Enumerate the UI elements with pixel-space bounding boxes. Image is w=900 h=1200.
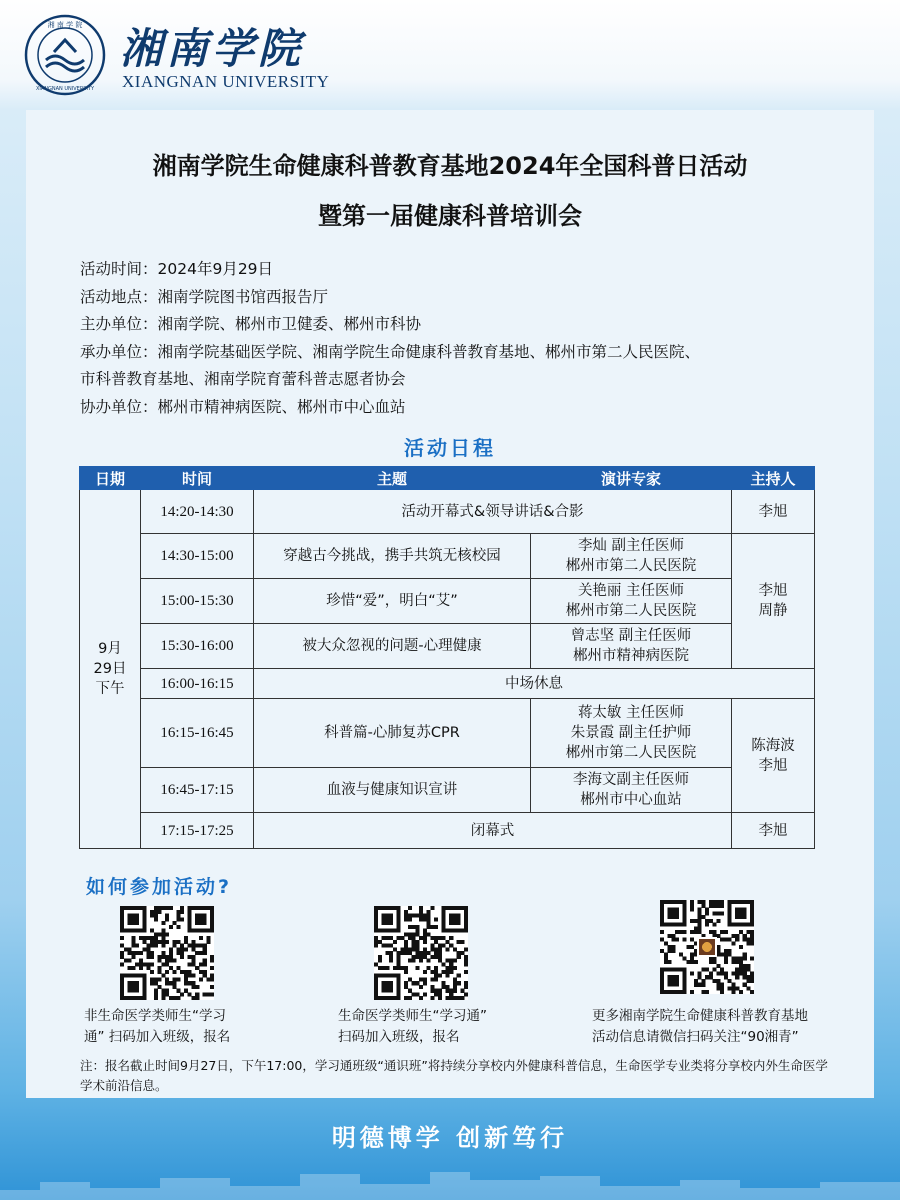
- speaker-line: 曾志坚 副主任医师: [570, 628, 692, 644]
- info-row: [80, 339, 700, 367]
- table-row: [80, 490, 815, 534]
- time-cell: 14:20-14:30: [141, 490, 254, 534]
- university-name-en: XIANGNAN UNIVERSITY: [122, 72, 330, 91]
- event-title-line1: 湘南学院生命健康科普教育基地2024年全国科普日活动: [152, 152, 748, 180]
- campus-skyline-decoration: [0, 1160, 900, 1200]
- table-row: [80, 579, 815, 624]
- qr-code-xuexitong-general[interactable]: [120, 906, 214, 1000]
- speaker-line: 郴州市第二人民医院: [565, 558, 697, 574]
- date-line: 下午: [95, 681, 125, 697]
- qr-caption-wechat: [592, 1006, 808, 1048]
- svg-text:湘 南 学 院: 湘 南 学 院: [47, 21, 83, 29]
- column-header-topic: 主题: [254, 467, 531, 490]
- info-label: 活动时间：: [80, 260, 158, 278]
- host-name: 周静: [758, 603, 788, 619]
- time-cell: 15:30-16:00: [141, 624, 254, 669]
- host-name: 李旭: [758, 822, 788, 839]
- university-name-cn: 湘南学院: [120, 24, 305, 73]
- topic-cell: 中场休息: [254, 669, 815, 699]
- column-header-time: 时间: [141, 467, 254, 490]
- event-info: [80, 256, 700, 421]
- time-cell: 16:00-16:15: [141, 669, 254, 699]
- how-to-join-title: 如何参加活动?: [86, 876, 233, 898]
- speaker-cell: [531, 579, 732, 624]
- table-row: [80, 669, 815, 699]
- speaker-line: 关艳丽 主任医师: [577, 583, 685, 599]
- time-cell: 16:45-17:15: [141, 768, 254, 813]
- info-row: [80, 394, 700, 422]
- info-row: [80, 366, 700, 394]
- table-row: [80, 813, 815, 849]
- info-label: 承办单位：: [80, 342, 158, 361]
- school-motto: 明德博学 创新笃行: [331, 1123, 569, 1152]
- date-line: 9月: [98, 641, 122, 657]
- topic-cell: 血液与健康知识宣讲: [254, 768, 531, 813]
- info-row: [80, 256, 700, 284]
- event-title-line2: 暨第一届健康科普培训会: [318, 202, 582, 230]
- table-header-row: [80, 467, 815, 490]
- info-value: 湘南学院、郴州市卫健委、郴州市科协: [157, 315, 422, 333]
- info-label: 协办单位：: [80, 397, 158, 416]
- content-panel: [26, 110, 874, 1098]
- caption-line: 扫码加入班级，报名: [338, 1029, 460, 1045]
- caption-line: 非生命医学类师生“学习: [84, 1008, 226, 1024]
- host-name: 李旭: [758, 757, 788, 774]
- host-name: 李旭: [758, 503, 788, 520]
- qr-code-xuexitong-medical[interactable]: [374, 906, 468, 1000]
- info-value: 湘南学院图书馆西报告厅: [157, 287, 329, 306]
- schedule-table: [79, 466, 815, 849]
- topic-cell: 活动开幕式&领导讲话&合影: [254, 490, 732, 534]
- schedule-title: 活动日程: [404, 436, 496, 460]
- time-cell: 15:00-15:30: [141, 579, 254, 624]
- table-row: [80, 768, 815, 813]
- topic-cell: 被大众忽视的问题-心理健康: [254, 624, 531, 669]
- speaker-cell: [531, 768, 732, 813]
- caption-line: 活动信息请微信扫码关注“90湘青”: [592, 1029, 799, 1045]
- host-cell: [732, 534, 815, 669]
- info-row: [80, 284, 700, 312]
- speaker-cell: [531, 534, 732, 579]
- topic-cell: 珍惜“爱”，明白“艾”: [254, 579, 531, 624]
- host-name: 陈海波: [751, 737, 795, 754]
- topic-cell: 闭幕式: [254, 813, 732, 849]
- qr-code-wechat-90xiangqing[interactable]: [660, 900, 754, 994]
- caption-line: 更多湘南学院生命健康科普教育基地: [592, 1008, 808, 1024]
- info-label: 活动地点：: [80, 287, 158, 306]
- info-value: 2024年9月29日: [157, 260, 274, 278]
- time-cell: 17:15-17:25: [141, 813, 254, 849]
- date-line: 29日: [93, 661, 127, 677]
- speaker-line: 郴州市精神病医院: [573, 648, 689, 664]
- table-row: [80, 534, 815, 579]
- university-seal-logo: [24, 14, 106, 96]
- column-header-date: 日期: [80, 467, 141, 490]
- qr-caption-medical: [338, 1006, 487, 1048]
- host-cell: [732, 813, 815, 849]
- date-cell: [80, 490, 141, 849]
- speaker-cell: [531, 624, 732, 669]
- speaker-line: 郴州市第二人民医院: [565, 603, 697, 619]
- speaker-line: 郴州市第二人民医院: [565, 745, 697, 761]
- info-value: 市科普教育基地、湘南学院育蕾科普志愿者协会: [80, 370, 406, 388]
- svg-text:XIANGNAN UNIVERSITY: XIANGNAN UNIVERSITY: [35, 86, 95, 92]
- speaker-line: 李海文副主任医师: [573, 772, 689, 788]
- header: [24, 12, 444, 92]
- caption-line: 生命医学类师生“学习通”: [338, 1008, 487, 1024]
- speaker-line: 蒋太敏 主任医师: [577, 705, 685, 721]
- column-header-speaker: 演讲专家: [531, 467, 732, 490]
- speaker-line: 李灿 副主任医师: [577, 538, 685, 554]
- host-cell: [732, 699, 815, 813]
- topic-cell: 科普篇-心肺复苏CPR: [254, 699, 531, 768]
- host-cell: [732, 490, 815, 534]
- table-row: [80, 624, 815, 669]
- speaker-cell: [531, 699, 732, 768]
- column-header-host: 主持人: [732, 467, 815, 490]
- speaker-line: 朱景霞 副主任护师: [570, 725, 692, 741]
- info-row: [80, 311, 700, 339]
- info-label: 主办单位：: [80, 315, 158, 333]
- topic-cell: 穿越古今挑战，携手共筑无核校园: [254, 534, 531, 579]
- qr-caption-general: [84, 1006, 230, 1048]
- table-row: [80, 699, 815, 768]
- speaker-line: 郴州市中心血站: [580, 792, 682, 808]
- time-cell: 16:15-16:45: [141, 699, 254, 768]
- host-name: 李旭: [758, 583, 788, 599]
- registration-note: 注：报名截止时间9月27日，下午17:00，学习通班级“通识班”将持续分享校内外健康科普信息，生命医学专业类将分享校内外生命医学学术前沿信息。: [80, 1058, 828, 1093]
- info-value: 湘南学院基础医学院、湘南学院生命健康科普教育基地、郴州市第二人民医院、: [157, 342, 701, 361]
- info-value: 郴州市精神病医院、郴州市中心血站: [157, 397, 406, 416]
- caption-line: 通” 扫码加入班级，报名: [84, 1029, 231, 1045]
- time-cell: 14:30-15:00: [141, 534, 254, 579]
